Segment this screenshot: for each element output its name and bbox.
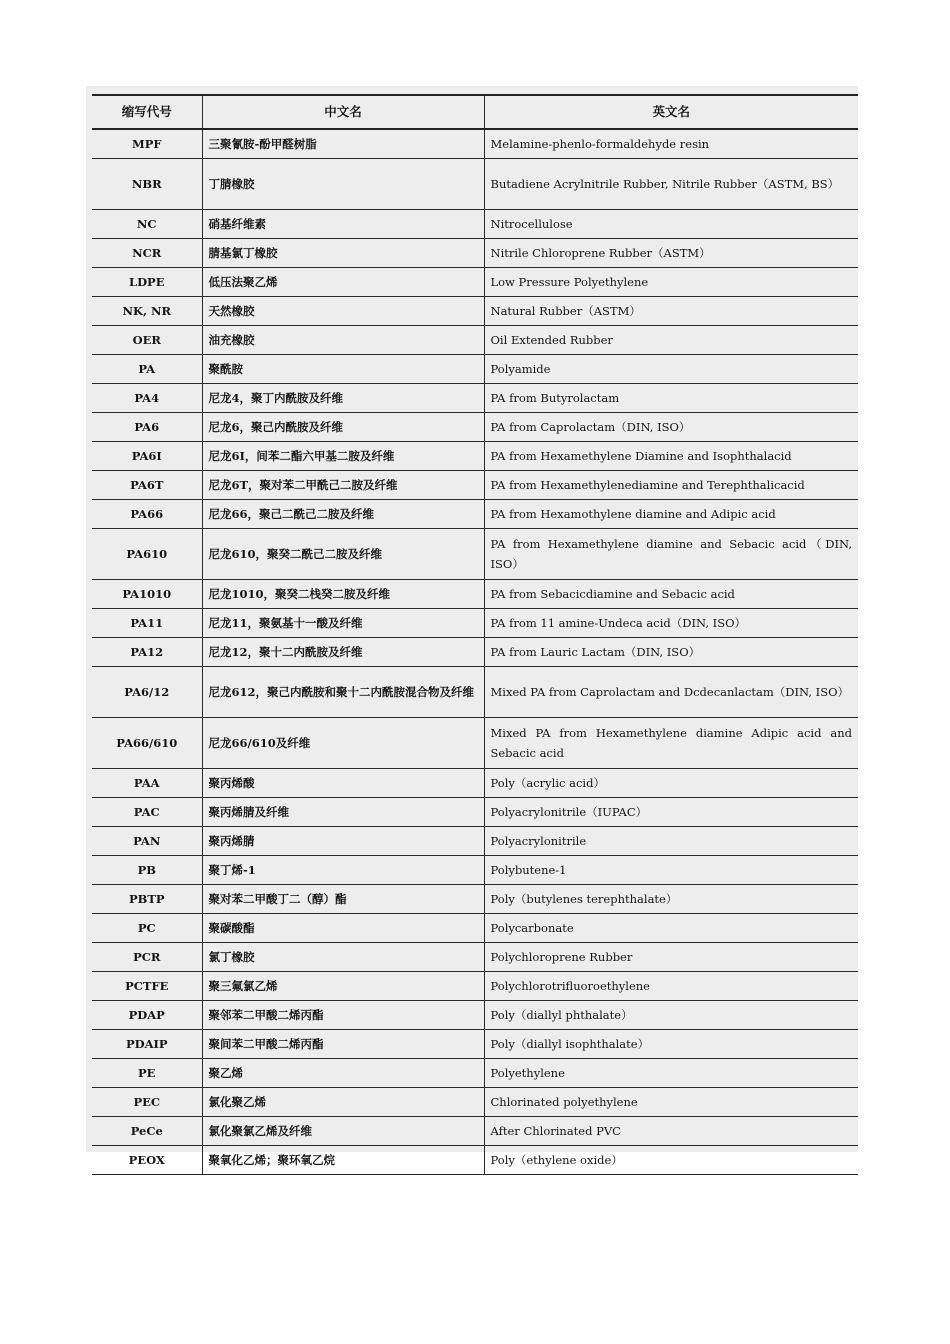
abbreviation-cell: PA11	[92, 609, 202, 638]
chinese-name-cell: 尼龙6I，间苯二酯六甲基二胺及纤维	[202, 442, 484, 471]
abbreviation-cell: PDAIP	[92, 1030, 202, 1059]
abbreviation-cell: PDAP	[92, 1001, 202, 1030]
chinese-name-cell: 聚丙烯腈	[202, 827, 484, 856]
abbreviation-cell: PA4	[92, 384, 202, 413]
english-name-cell: PA from Hexamethylene Diamine and Isophthalacid	[484, 442, 858, 471]
chinese-name-cell: 尼龙6T，聚对苯二甲酰己二胺及纤维	[202, 471, 484, 500]
table-row	[92, 239, 858, 268]
table-row	[92, 326, 858, 355]
chinese-name-cell: 聚对苯二甲酸丁二（醇）酯	[202, 885, 484, 914]
abbreviation-cell: PCTFE	[92, 972, 202, 1001]
english-name-cell: Oil Extended Rubber	[484, 326, 858, 355]
english-name-cell: After Chlorinated PVC	[484, 1117, 858, 1146]
english-name-cell: Poly（ethylene oxide）	[484, 1146, 858, 1175]
chinese-name-cell: 聚三氟氯乙烯	[202, 972, 484, 1001]
english-name-cell: Poly（acrylic acid）	[484, 769, 858, 798]
table-row	[92, 1059, 858, 1088]
table-row	[92, 827, 858, 856]
table-row	[92, 667, 858, 718]
abbreviation-cell: OER	[92, 326, 202, 355]
abbreviation-cell: PA12	[92, 638, 202, 667]
header-english-name: 英文名	[484, 95, 858, 129]
table-row	[92, 355, 858, 384]
abbreviation-table	[92, 94, 858, 1175]
english-name-cell: Nitrile Chloroprene Rubber（ASTM）	[484, 239, 858, 268]
chinese-name-cell: 尼龙66/610及纤维	[202, 718, 484, 769]
abbreviation-cell: PE	[92, 1059, 202, 1088]
abbreviation-cell: PA6	[92, 413, 202, 442]
chinese-name-cell: 尼龙66，聚己二酰己二胺及纤维	[202, 500, 484, 529]
table-row	[92, 769, 858, 798]
abbreviation-cell: LDPE	[92, 268, 202, 297]
english-name-cell: Butadiene Acrylnitrile Rubber, Nitrile Rubber（ASTM, BS）	[484, 159, 858, 210]
chinese-name-cell: 氯丁橡胶	[202, 943, 484, 972]
english-name-cell: Polyethylene	[484, 1059, 858, 1088]
table-row	[92, 471, 858, 500]
table-row	[92, 718, 858, 769]
abbreviation-cell: PA	[92, 355, 202, 384]
table-row	[92, 609, 858, 638]
abbreviation-cell: PAC	[92, 798, 202, 827]
table-row	[92, 914, 858, 943]
abbreviation-cell: PBTP	[92, 885, 202, 914]
chinese-name-cell: 尼龙11，聚氨基十一酸及纤维	[202, 609, 484, 638]
table-row	[92, 1030, 858, 1059]
table-row	[92, 1001, 858, 1030]
abbreviation-cell: PA1010	[92, 580, 202, 609]
chinese-name-cell: 聚丁烯-1	[202, 856, 484, 885]
table-row	[92, 500, 858, 529]
chinese-name-cell: 丁腈橡胶	[202, 159, 484, 210]
table-row	[92, 413, 858, 442]
chinese-name-cell: 天然橡胶	[202, 297, 484, 326]
table-row	[92, 638, 858, 667]
english-name-cell: Polyacrylonitrile（IUPAC）	[484, 798, 858, 827]
chinese-name-cell: 尼龙612，聚己内酰胺和聚十二内酰胺混合物及纤维	[202, 667, 484, 718]
abbreviation-cell: NK, NR	[92, 297, 202, 326]
header-chinese-name: 中文名	[202, 95, 484, 129]
table-row	[92, 268, 858, 297]
chinese-name-cell: 三聚氰胺-酚甲醛树脂	[202, 129, 484, 159]
table-row	[92, 297, 858, 326]
chinese-name-cell: 低压法聚乙烯	[202, 268, 484, 297]
chinese-name-cell: 尼龙1010，聚癸二栈癸二胺及纤维	[202, 580, 484, 609]
chinese-name-cell: 聚间苯二甲酸二烯丙酯	[202, 1030, 484, 1059]
chinese-name-cell: 尼龙4，聚丁内酰胺及纤维	[202, 384, 484, 413]
chinese-name-cell: 聚丙烯腈及纤维	[202, 798, 484, 827]
chinese-name-cell: 油充橡胶	[202, 326, 484, 355]
chinese-name-cell: 硝基纤维素	[202, 210, 484, 239]
abbreviation-cell: PEC	[92, 1088, 202, 1117]
table-row	[92, 529, 858, 580]
chinese-name-cell: 尼龙610，聚癸二酰己二胺及纤维	[202, 529, 484, 580]
abbreviation-cell: PEOX	[92, 1146, 202, 1175]
abbreviation-cell: PA6/12	[92, 667, 202, 718]
abbreviation-cell: PA6I	[92, 442, 202, 471]
abbreviation-cell: PA66/610	[92, 718, 202, 769]
abbreviation-cell: NC	[92, 210, 202, 239]
chinese-name-cell: 聚邻苯二甲酸二烯丙酯	[202, 1001, 484, 1030]
chinese-name-cell: 尼龙6，聚己内酰胺及纤维	[202, 413, 484, 442]
abbreviation-cell: PA66	[92, 500, 202, 529]
chinese-name-cell: 聚氧化乙烯；聚环氧乙烷	[202, 1146, 484, 1175]
abbreviation-cell: PA6T	[92, 471, 202, 500]
english-name-cell: PA from Hexamethylenediamine and Terephthalicacid	[484, 471, 858, 500]
english-name-cell: Poly（butylenes terephthalate）	[484, 885, 858, 914]
table-row	[92, 1088, 858, 1117]
chinese-name-cell: 腈基氯丁橡胶	[202, 239, 484, 268]
abbreviation-cell: PeCe	[92, 1117, 202, 1146]
abbreviation-cell: PAA	[92, 769, 202, 798]
table-row	[92, 210, 858, 239]
table-row	[92, 943, 858, 972]
english-name-cell: Polyamide	[484, 355, 858, 384]
english-name-cell: Chlorinated polyethylene	[484, 1088, 858, 1117]
english-name-cell: PA from Hexamethylene diamine and Sebacic acid（DIN, ISO）	[484, 529, 858, 580]
chinese-name-cell: 氯化聚乙烯	[202, 1088, 484, 1117]
english-name-cell: PA from Hexamothylene diamine and Adipic acid	[484, 500, 858, 529]
english-name-cell: Mixed PA from Hexamethylene diamine Adipic acid and Sebacic acid	[484, 718, 858, 769]
abbreviation-cell: PB	[92, 856, 202, 885]
table-row	[92, 580, 858, 609]
english-name-cell: PA from Sebacicdiamine and Sebacic acid	[484, 580, 858, 609]
chinese-name-cell: 聚碳酸酯	[202, 914, 484, 943]
table-row	[92, 384, 858, 413]
table-row	[92, 442, 858, 471]
english-name-cell: PA from 11 amine-Undeca acid（DIN, ISO）	[484, 609, 858, 638]
english-name-cell: PA from Butyrolactam	[484, 384, 858, 413]
table-row	[92, 856, 858, 885]
chinese-name-cell: 聚酰胺	[202, 355, 484, 384]
table-row	[92, 1117, 858, 1146]
abbreviation-cell: PCR	[92, 943, 202, 972]
table-row	[92, 885, 858, 914]
abbreviation-cell: MPF	[92, 129, 202, 159]
table-row	[92, 1146, 858, 1175]
table-row	[92, 972, 858, 1001]
english-name-cell: Polycarbonate	[484, 914, 858, 943]
abbreviation-cell: PAN	[92, 827, 202, 856]
english-name-cell: Nitrocellulose	[484, 210, 858, 239]
table-body	[92, 129, 858, 1175]
chinese-name-cell: 尼龙12，聚十二内酰胺及纤维	[202, 638, 484, 667]
english-name-cell: Polyacrylonitrile	[484, 827, 858, 856]
table-row	[92, 798, 858, 827]
english-name-cell: Poly（diallyl isophthalate）	[484, 1030, 858, 1059]
abbreviation-cell: PA610	[92, 529, 202, 580]
chinese-name-cell: 聚丙烯酸	[202, 769, 484, 798]
english-name-cell: Polychlorotrifluoroethylene	[484, 972, 858, 1001]
scanned-page	[86, 86, 858, 1167]
table-row	[92, 159, 858, 210]
english-name-cell: Polybutene-1	[484, 856, 858, 885]
table-row	[92, 129, 858, 159]
header-abbr: 缩写代号	[92, 95, 202, 129]
abbreviation-cell: PC	[92, 914, 202, 943]
chinese-name-cell: 聚乙烯	[202, 1059, 484, 1088]
abbreviation-cell: NBR	[92, 159, 202, 210]
english-name-cell: Mixed PA from Caprolactam and Dcdecanlactam（DIN, ISO）	[484, 667, 858, 718]
abbreviation-cell: NCR	[92, 239, 202, 268]
english-name-cell: Melamine-phenlo-formaldehyde resin	[484, 129, 858, 159]
english-name-cell: Poly（diallyl phthalate）	[484, 1001, 858, 1030]
english-name-cell: Polychloroprene Rubber	[484, 943, 858, 972]
english-name-cell: PA from Lauric Lactam（DIN, ISO）	[484, 638, 858, 667]
english-name-cell: Natural Rubber（ASTM）	[484, 297, 858, 326]
english-name-cell: PA from Caprolactam（DIN, ISO）	[484, 413, 858, 442]
chinese-name-cell: 氯化聚氯乙烯及纤维	[202, 1117, 484, 1146]
english-name-cell: Low Pressure Polyethylene	[484, 268, 858, 297]
table-header-row	[92, 95, 858, 129]
